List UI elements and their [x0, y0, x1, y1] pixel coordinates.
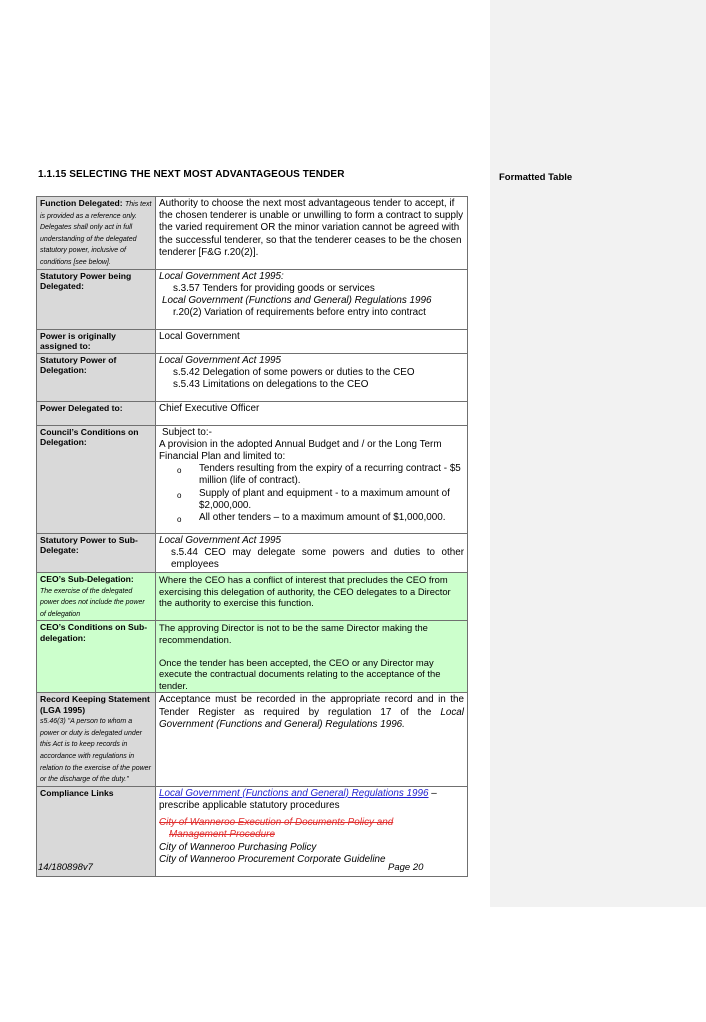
- delegation-table: [36, 196, 468, 877]
- bullet-marker: o: [177, 514, 182, 524]
- condition-bullet: [159, 512, 464, 526]
- record-regs: Local Government (Functions and General) Regulations 1996.: [159, 706, 464, 730]
- label-cell: [37, 401, 156, 425]
- label-cell: [37, 533, 156, 573]
- condition-text: Supply of plant and equipment - to a maximum amount of $2,000,000.: [199, 487, 450, 511]
- page-number: Page 20: [388, 862, 424, 873]
- value-cell: [156, 425, 468, 533]
- struck-policy-line-2: Management Procedure: [169, 829, 275, 841]
- paragraph-gap: [159, 646, 464, 657]
- row-ceo-sub-delegation: [37, 573, 468, 621]
- delegation-line-2: s.5.43 Limitations on delegations to the CEO: [173, 378, 369, 390]
- label-council-conditions: Council’s Conditions on Delegation:: [40, 426, 139, 447]
- row-ceo-conditions: [37, 621, 468, 693]
- value-cell: [156, 533, 468, 573]
- row-originally-assigned: [37, 329, 468, 353]
- conditions-subject: Subject to:-: [162, 426, 212, 438]
- row-delegated-to: [37, 401, 468, 425]
- value-cell: [156, 353, 468, 401]
- ceo-conditions-para-2: Once the tender has been accepted, the CEO or any Director may execute the contractual documents relating to the acceptance of the tender.: [159, 656, 441, 691]
- row-record-keeping: [37, 693, 468, 786]
- label-statutory-power: Statutory Power being Delegated:: [40, 270, 132, 291]
- doc-reference: 14/180898v7: [38, 862, 93, 873]
- row-function-delegated: [37, 197, 468, 270]
- compliance-link-line: [159, 788, 464, 812]
- label-compliance-links: Compliance Links: [40, 787, 114, 798]
- delegated-to-text: Chief Executive Officer: [159, 402, 260, 414]
- value-cell: [156, 693, 468, 786]
- value-cell: [156, 197, 468, 270]
- comment-pane-title: Formatted Table: [499, 172, 573, 183]
- label-ceo-conditions: CEO’s Conditions on Sub-delegation:: [40, 622, 148, 643]
- purchasing-policy: City of Wanneroo Purchasing Policy: [159, 841, 317, 853]
- delegation-line-1: s.5.42 Delegation of some powers or duties to the CEO: [173, 366, 415, 378]
- value-cell: [156, 621, 468, 693]
- condition-text: Tenders resulting from the expiry of a recurring contract - $5 million (life of contract).: [199, 463, 461, 487]
- label-function-delegated: Function Delegated:: [40, 198, 123, 208]
- condition-text: All other tenders – to a maximum amount of $1,000,000.: [199, 511, 446, 523]
- value-cell: [156, 269, 468, 329]
- statutory-act: Local Government Act 1995:: [159, 270, 284, 282]
- record-text: Acceptance must be recorded in the appropriate record and in the Tender Register as required by regulation 17 of the: [159, 694, 464, 718]
- label-cell: [37, 197, 156, 270]
- value-cell: [156, 573, 468, 621]
- bullet-marker: o: [177, 490, 182, 500]
- value-cell: [156, 401, 468, 425]
- label-ceo-sub-delegation: CEO’s Sub-Delegation:: [40, 574, 134, 585]
- delegation-act: Local Government Act 1995: [159, 354, 282, 366]
- procurement-guideline: City of Wanneroo Procurement Corporate Guideline: [159, 853, 386, 865]
- label-originally-assigned: Power is originally assigned to:: [40, 330, 116, 351]
- condition-bullet: [159, 463, 464, 487]
- sub-delegate-line-1: s.5.44 CEO may delegate some powers and duties to other employees: [171, 546, 464, 570]
- label-cell: [37, 573, 156, 621]
- comment-pane: [490, 0, 706, 907]
- record-note: s5.46(3) "A person to whom a power or duty is delegated under this Act is to keep records in accordance with regulations in relation to the exercise of the power or the discharge of the duty.": [40, 718, 151, 784]
- label-delegated-to: Power Delegated to:: [40, 402, 123, 413]
- value-cell: [156, 329, 468, 353]
- row-statutory-power: [37, 269, 468, 329]
- label-record-keeping: Record Keeping Statement (LGA 1995): [40, 694, 150, 715]
- function-note: This text is provided as a reference only. Delegates shall only act in full understanding of the delegated statutory power, inclusive of conditions [see below].: [40, 201, 152, 266]
- regulations-link[interactable]: Local Government (Functions and General) Regulations 1996: [159, 787, 429, 799]
- label-cell: [37, 425, 156, 533]
- row-statutory-delegation: [37, 353, 468, 401]
- row-sub-delegate: [37, 533, 468, 573]
- statutory-line-2: r.20(2) Variation of requirements before entry into contract: [173, 307, 426, 319]
- statutory-regs: Local Government (Functions and General) Regulations 1996: [162, 294, 432, 306]
- label-cell: [37, 353, 156, 401]
- statutory-line-1: s.3.57 Tenders for providing goods or services: [173, 282, 375, 294]
- row-council-conditions: [37, 425, 468, 533]
- section-heading: 1.1.15 SELECTING THE NEXT MOST ADVANTAGEOUS TENDER: [38, 169, 345, 180]
- label-cell: [37, 269, 156, 329]
- label-cell: [37, 621, 156, 693]
- ceo-sub-note: The exercise of the delegated power does not include the power of delegation: [40, 587, 145, 618]
- originally-text: Local Government: [159, 330, 240, 342]
- condition-bullet: [159, 488, 464, 512]
- struck-policy-line-1: City of Wanneroo Execution of Documents Policy and: [159, 817, 394, 829]
- ceo-sub-text: Where the CEO has a conflict of interest that precludes the CEO from exercising this delegation of authority, the CEO delegates to a Director the authority to exercise this function.: [159, 574, 451, 609]
- ceo-conditions-para-1: The approving Director is not to be the same Director making the recommendation.: [159, 622, 428, 645]
- label-sub-delegate: Statutory Power to Sub-Delegate:: [40, 534, 138, 555]
- sub-delegate-act: Local Government Act 1995: [159, 534, 282, 546]
- conditions-intro: A provision in the adopted Annual Budget and / or the Long Term Financial Plan and limited to:: [159, 438, 442, 462]
- label-statutory-delegation: Statutory Power of Delegation:: [40, 354, 117, 375]
- label-cell: [37, 693, 156, 786]
- label-cell: [37, 329, 156, 353]
- bullet-marker: o: [177, 466, 182, 476]
- link-suffix: – prescribe applicable statutory procedures: [159, 787, 437, 811]
- function-text: Authority to choose the next most advantageous tender to accept, if the chosen tenderer is unable or unwilling to form a contract to supply the varied requirement OR the minor variation cannot be agreed with the successful tenderer, so that the tenderer ceases to be the chosen tenderer [F&G r.20(2)].: [159, 198, 464, 258]
